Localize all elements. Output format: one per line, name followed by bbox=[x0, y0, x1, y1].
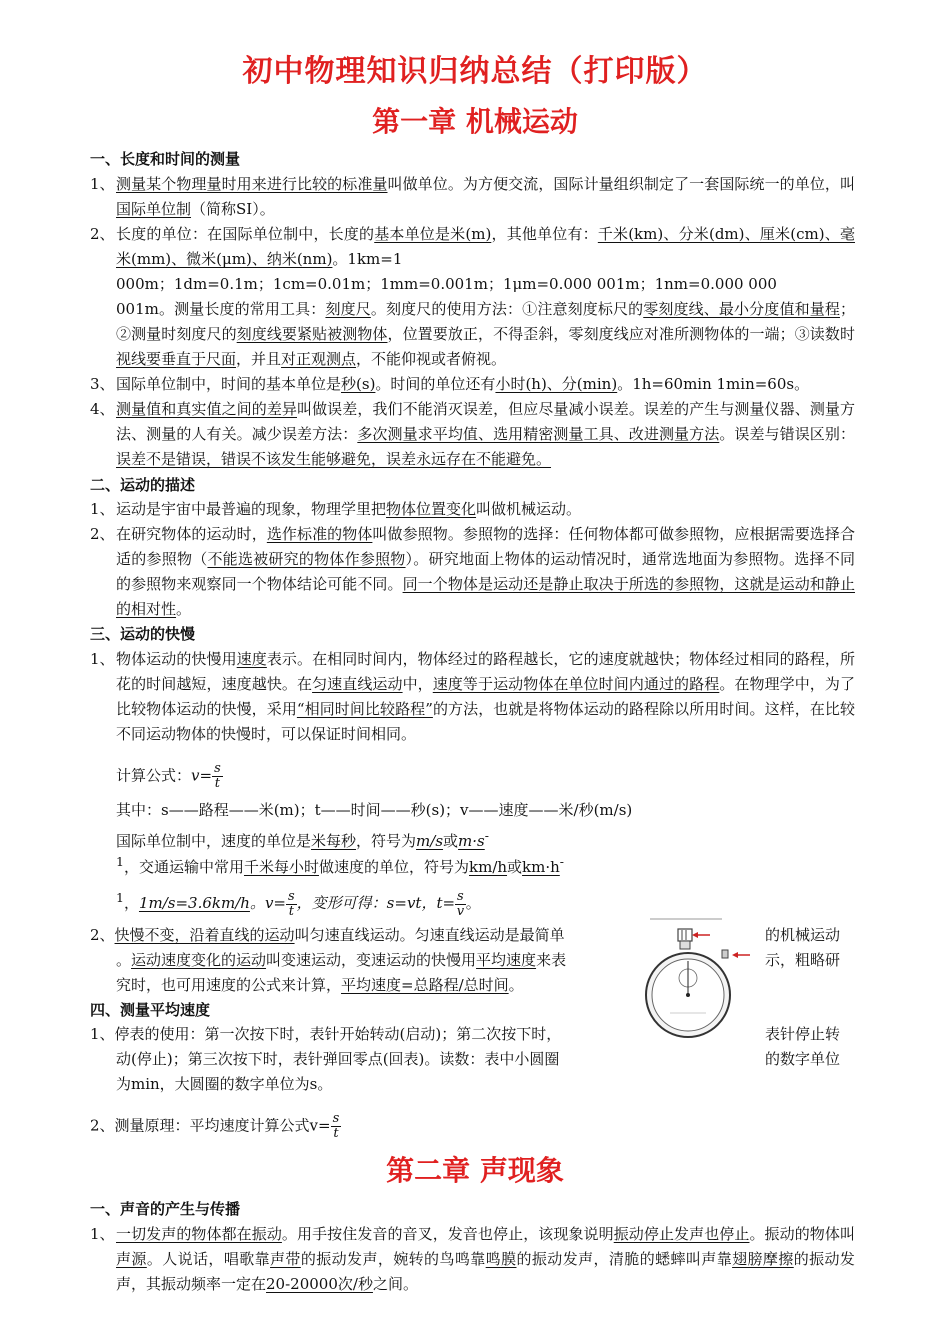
speed-formula: 计算公式：v= $\frac{s}{t}$ bbox=[116, 761, 221, 791]
unit-conversion-line: 000m；1dm=0.1m；1cm=0.01m；1mm=0.001m；1μm=0.000 001m；1nm=0.000 000 bbox=[116, 275, 777, 293]
paragraph-4-2: 2、测量原理：平均速度计算公式v= $\frac{s}{t}$ bbox=[90, 1111, 340, 1141]
paragraph-3-2-line2: 。运动速度变化的运动叫变速运动，变速运动的快慢用平均速度来表 bbox=[116, 951, 567, 969]
paragraph-1-4: 4、 测量值和真实值之间的差异叫做误差，我们不能消灭误差，但应尽量减小误差。误差的产生与测量仪器、测量方法、测量的人有关。减少误差方法：多次测量求平均值、选用精密测量工具、改进测量方法。误差与错误区别：误差不是错误，错误不该发生能够避免，误差永远存在不能避免。 bbox=[90, 400, 855, 468]
traffic-unit-line: $^1$，交通运输中常用千米每小时做速度的单位，符号为km/h或km·h- bbox=[116, 854, 565, 876]
paragraph-1-2: 2、 长度的单位：在国际单位制中，长度的基本单位是米(m)，其他单位有：千米(km)、分米(dm)、厘米(cm)、毫米(mm)、微米(μm)、纳米(nm)。1km=1 bbox=[90, 222, 855, 272]
paragraph-2-1: 1、 运动是宇宙中最普遍的现象，物理学里把物体位置变化叫做机械运动。 bbox=[90, 500, 582, 518]
conversion-line: $^1$，1m/s=3.6km/h。v= $\frac{s}{t}$ ，变形可得：s=vt，t= $\frac{s}{v}$ 。 bbox=[116, 888, 481, 919]
paragraph-4-1-line3: 为min，大圆圈的数字单位为s。 bbox=[116, 1075, 333, 1093]
paragraph-1-2-cont: 001m。测量长度的常用工具：刻度尺。刻度尺的使用方法：①注意刻度标尺的零刻度线、最小分度值和量程；②测量时刻度尺的刻度线要紧贴被测物体，位置要放正，不得歪斜，零刻度线应对准所测物体的一端；③读数时视线要垂直于尺面，并且对正观测点，不能仰视或者俯视。 bbox=[116, 300, 855, 368]
speed-unit-line: 国际单位制中，速度的单位是米每秒，符号为m/s或m·s- bbox=[116, 828, 489, 850]
section-motion-description: 二、运动的描述 bbox=[90, 476, 196, 494]
paragraph-2-2: 2、 在研究物体的运动时，选作标准的物体叫做参照物。参照物的选择：任何物体都可做参照物，应根据需要选择合适的参照物（不能选被研究的物体作参照物）。研究地面上物体的运动情况时，通常选地面为参照物。选择不同的参照物来观察同一个物体结论可能不同。同一个物体是运动还是静止取决于所选的参照物，这就是运动和静止的相对性。 bbox=[90, 525, 855, 618]
paragraph-4-1-line1: 1、停表的使用：第一次按下时，表针开始转动(启动)；第二次按下时， bbox=[90, 1025, 562, 1043]
section-speed: 三、运动的快慢 bbox=[90, 625, 196, 643]
paragraph-3-2-line1: 2、快慢不变，沿着直线的运动叫匀速直线运动。匀速直线运动是最简单 bbox=[90, 926, 565, 944]
paragraph-3-2-right2: 示，粗略研 bbox=[765, 951, 841, 969]
item-number: 1、 bbox=[90, 175, 115, 193]
paragraph-c2-1-1: 1、 一切发声的物体都在振动。用手按住发音的音叉，发音也停止，该现象说明振动停止发声也停止。振动的物体叫声源。人说话，唱歌靠声带的振动发声，婉转的鸟鸣靠鸣膜的振动发声，清脆的蟋蟀叫声靠翅膀摩擦的振动发声，其振动频率一定在20-20000次/秒之间。 bbox=[90, 1225, 855, 1293]
chapter-2-title: 第二章 声现象 bbox=[386, 1154, 564, 1187]
section-length-time: 一、长度和时间的测量 bbox=[90, 150, 241, 168]
item-number: 2、 bbox=[90, 225, 115, 243]
stopwatch-illustration bbox=[640, 915, 760, 1040]
document-title: 初中物理知识归纳总结（打印版） bbox=[242, 54, 708, 89]
section-sound-production: 一、声音的产生与传播 bbox=[90, 1200, 241, 1218]
paragraph-1-1: 1、 测量某个物理量时用来进行比较的标准量叫做单位。为方便交流，国际计量组织制定了一套国际统一的单位，叫国际单位制（简称SI）。 bbox=[90, 172, 855, 222]
paragraph-1-3: 3、 国际单位制中，时间的基本单位是秒(s)。时间的单位还有小时(h)、分(min)。1h=60min 1min=60s。 bbox=[90, 375, 810, 393]
paragraph-3-1: 1、 物体运动的快慢用速度表示。在相同时间内，物体经过的路程越长，它的速度就越快；物体经过相同的路程，所花的时间越短，速度越快。在匀速直线运动中，速度等于运动物体在单位时间内通过的路程。在物理学中，为了比较物体运动的快慢，采用“相同时间比较路程”的方法，也就是将物体运动的路程除以所用时间。这样，在比较不同运动物体的快慢时，可以保证时间相同。 bbox=[90, 650, 855, 743]
paragraph-4-1-right2: 的数字单位 bbox=[765, 1050, 841, 1068]
section-average-speed: 四、测量平均速度 bbox=[90, 1001, 211, 1019]
paragraph-3-2-line3: 究时，也可用速度的公式来计算，平均速度=总路程/总时间。 bbox=[116, 976, 524, 994]
paragraph-3-2-right1: 的机械运动 bbox=[765, 926, 841, 944]
formula-variables: 其中：s——路程——米(m)；t——时间——秒(s)；v——速度——米/秒(m/s) bbox=[116, 801, 633, 819]
paragraph-4-1-line2: 动(停止)；第三次按下时，表针弹回零点(回表)。读数：表中小圆圈 bbox=[116, 1050, 560, 1068]
chapter-1-title: 第一章 机械运动 bbox=[372, 105, 578, 138]
paragraph-4-1-right1: 表针停止转 bbox=[765, 1025, 841, 1043]
